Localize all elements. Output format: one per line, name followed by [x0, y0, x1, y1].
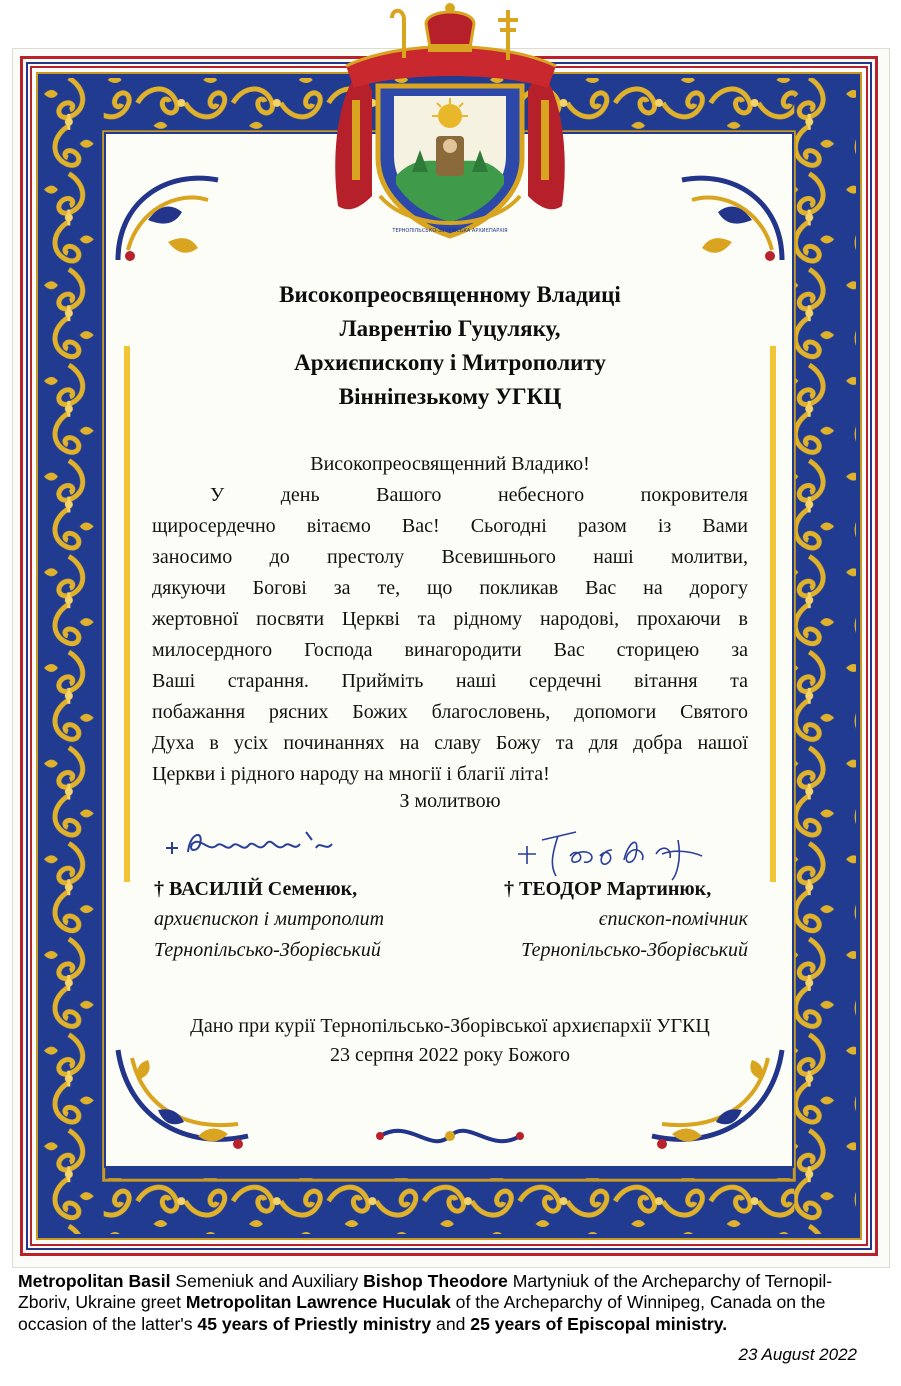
addressee-line-3: Архиєпископу і Митрополиту: [294, 350, 606, 375]
caption-segment: Metropolitan Lawrence Huculak: [185, 1292, 451, 1313]
addressee-line-2: Лаврентію Гуцуляку,: [339, 316, 561, 341]
body-line: дякуючи Богові за те, що покликав Вас на дорогу: [152, 577, 748, 599]
left-gold-rule: [124, 346, 130, 882]
signatory-2-name: [504, 878, 711, 901]
body-line: заносимо до престолу Всевишнього наші молитви,: [152, 546, 748, 568]
addressee-line-4: Вінніпезькому УГКЦ: [338, 384, 562, 409]
right-gold-rule: [770, 346, 776, 882]
caption-segment: of the Archeparchy of Winnipeg, Canada on the occasion of the latter's: [18, 1292, 826, 1334]
caption-segment: Metropolitan Basil: [18, 1271, 171, 1291]
signatory-1-role: архиєпископ і митрополит: [154, 908, 385, 930]
signatory-2-role: єпископ-помічник: [598, 908, 748, 930]
signatory-1-see: Тернопільсько-Зборівський: [154, 939, 381, 961]
body-line: Ваші старання. Прийміть наші сердечні вітання та: [152, 670, 748, 692]
body-line: милосердного Господа винагородити Вас сторицею за: [152, 639, 748, 661]
crest-motto: ТЕРНОПІЛЬСЬКО-ЗБОРІВСЬКА АРХИЄПАРХІЯ: [392, 228, 508, 234]
body-line: Церкви і рідного народу на многії і благії літа!: [152, 763, 550, 785]
signatory-1-name: [154, 878, 357, 901]
signatory-1-title-name: † ВАСИЛІЙ: [154, 878, 263, 900]
caption-date: 23 August 2022: [738, 1345, 857, 1364]
date-line: 23 серпня 2022 року Божого: [329, 1044, 571, 1066]
signature-teodor: [512, 820, 712, 882]
signatory-2-surname: Мартинюк,: [606, 878, 712, 900]
bottom-center-flourish: [370, 1118, 530, 1154]
signatory-1-surname: Семенюк,: [267, 878, 358, 900]
archeparchy-coat-of-arms: [0, 0, 901, 250]
caption-segment: and: [431, 1313, 471, 1334]
closing-phrase: З молитвою: [399, 790, 501, 812]
photo-caption: [18, 1271, 884, 1335]
caption-segment: 45 years of Priestly ministry: [197, 1313, 432, 1334]
body-line: щиросердечно вітаємо Вас! Сьогодні разом із Вами: [152, 515, 748, 537]
caption-segment: 25 years of Episcopal ministry.: [470, 1313, 728, 1334]
signatory-2-title-name: † ТЕОДОР: [504, 878, 602, 900]
addressee-line-1: Високопреосвященному Владиці: [279, 282, 621, 307]
body-line: Духа в усіх починаннях на славу Божу та для добра нашої: [152, 732, 748, 754]
body-line: побажання рясних Божих благословень, допомоги Святого: [152, 701, 748, 723]
signatory-2-see: Тернопільсько-Зборівський: [521, 939, 748, 961]
salutation: Високопреосвященний Владико!: [310, 453, 590, 475]
caption-segment: Martyniuk of the Archeparchy of Ternopil-Zboriv, Ukraine greet: [18, 1271, 833, 1313]
given-at-line: Дано при курії Тернопільсько-Зборівської архиєпархії УГКЦ: [190, 1015, 710, 1037]
body-line: У день Вашого небесного покровителя: [210, 484, 748, 506]
caption-segment: Bishop Theodore: [363, 1271, 508, 1291]
caption-segment: Semeniuk and Auxiliary: [170, 1271, 364, 1291]
body-line: жертовної посвяти Церкві та рідному народові, прохаючи в: [152, 608, 748, 630]
signature-vasyliy: [160, 822, 340, 868]
